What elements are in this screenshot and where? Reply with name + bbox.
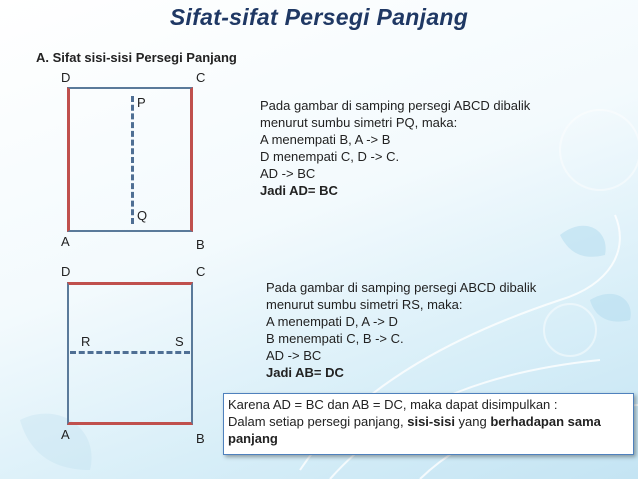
explanation-pq xyxy=(260,97,530,199)
symmetry-axis-rs xyxy=(70,351,190,354)
conclusion-emphasis: sisi-sisi xyxy=(407,414,455,429)
text-line: Pada gambar di samping persegi ABCD dibalik xyxy=(260,98,531,113)
axis-point-p-label: P xyxy=(137,95,146,110)
vertex-d-label: D xyxy=(61,264,71,279)
text-line: B menempati C, B -> C. xyxy=(266,331,404,346)
text-line: D menempati C, D -> C. xyxy=(260,149,400,164)
text-line: A menempati B, A -> B xyxy=(260,132,391,147)
axis-point-s-label: S xyxy=(175,334,184,349)
vertex-a-label: A xyxy=(61,234,70,249)
text-line-result: Jadi AB= DC xyxy=(266,365,344,380)
conclusion-emphasis: berhadapan sama xyxy=(490,414,601,429)
section-subtitle: A. Sifat sisi-sisi Persegi Panjang xyxy=(36,50,237,65)
vertex-b-label: B xyxy=(196,237,205,252)
vertex-b-label: B xyxy=(196,431,205,446)
text-line: Pada gambar di samping persegi ABCD dibalik xyxy=(266,280,537,295)
text-line: menurut sumbu simetri PQ, maka: xyxy=(260,115,458,130)
vertex-a-label: A xyxy=(61,427,70,442)
vertex-c-label: C xyxy=(196,264,206,279)
text-line: AD -> BC xyxy=(266,348,322,363)
conclusion-line xyxy=(228,413,629,430)
text-line: menurut sumbu simetri RS, maka: xyxy=(266,297,463,312)
conclusion-box xyxy=(223,393,634,455)
vertex-d-label: D xyxy=(61,70,71,85)
axis-point-q-label: Q xyxy=(137,208,148,223)
text-line: A menempati D, A -> D xyxy=(266,314,398,329)
axis-point-r-label: R xyxy=(81,334,91,349)
symmetry-axis-pq xyxy=(131,96,134,224)
conclusion-line: panjang xyxy=(228,431,278,446)
conclusion-text: Dalam setiap persegi panjang, xyxy=(228,414,408,429)
text-line: AD -> BC xyxy=(260,166,316,181)
text-line-result: Jadi AD= BC xyxy=(260,183,338,198)
explanation-rs xyxy=(266,279,536,381)
conclusion-text: yang xyxy=(454,414,491,429)
page-title: Sifat-sifat Persegi Panjang xyxy=(169,4,469,30)
rectangle-abcd-1 xyxy=(67,87,193,232)
vertex-c-label: C xyxy=(196,70,206,85)
conclusion-line: Karena AD = BC dan AB = DC, maka dapat disimpulkan : xyxy=(228,397,558,412)
